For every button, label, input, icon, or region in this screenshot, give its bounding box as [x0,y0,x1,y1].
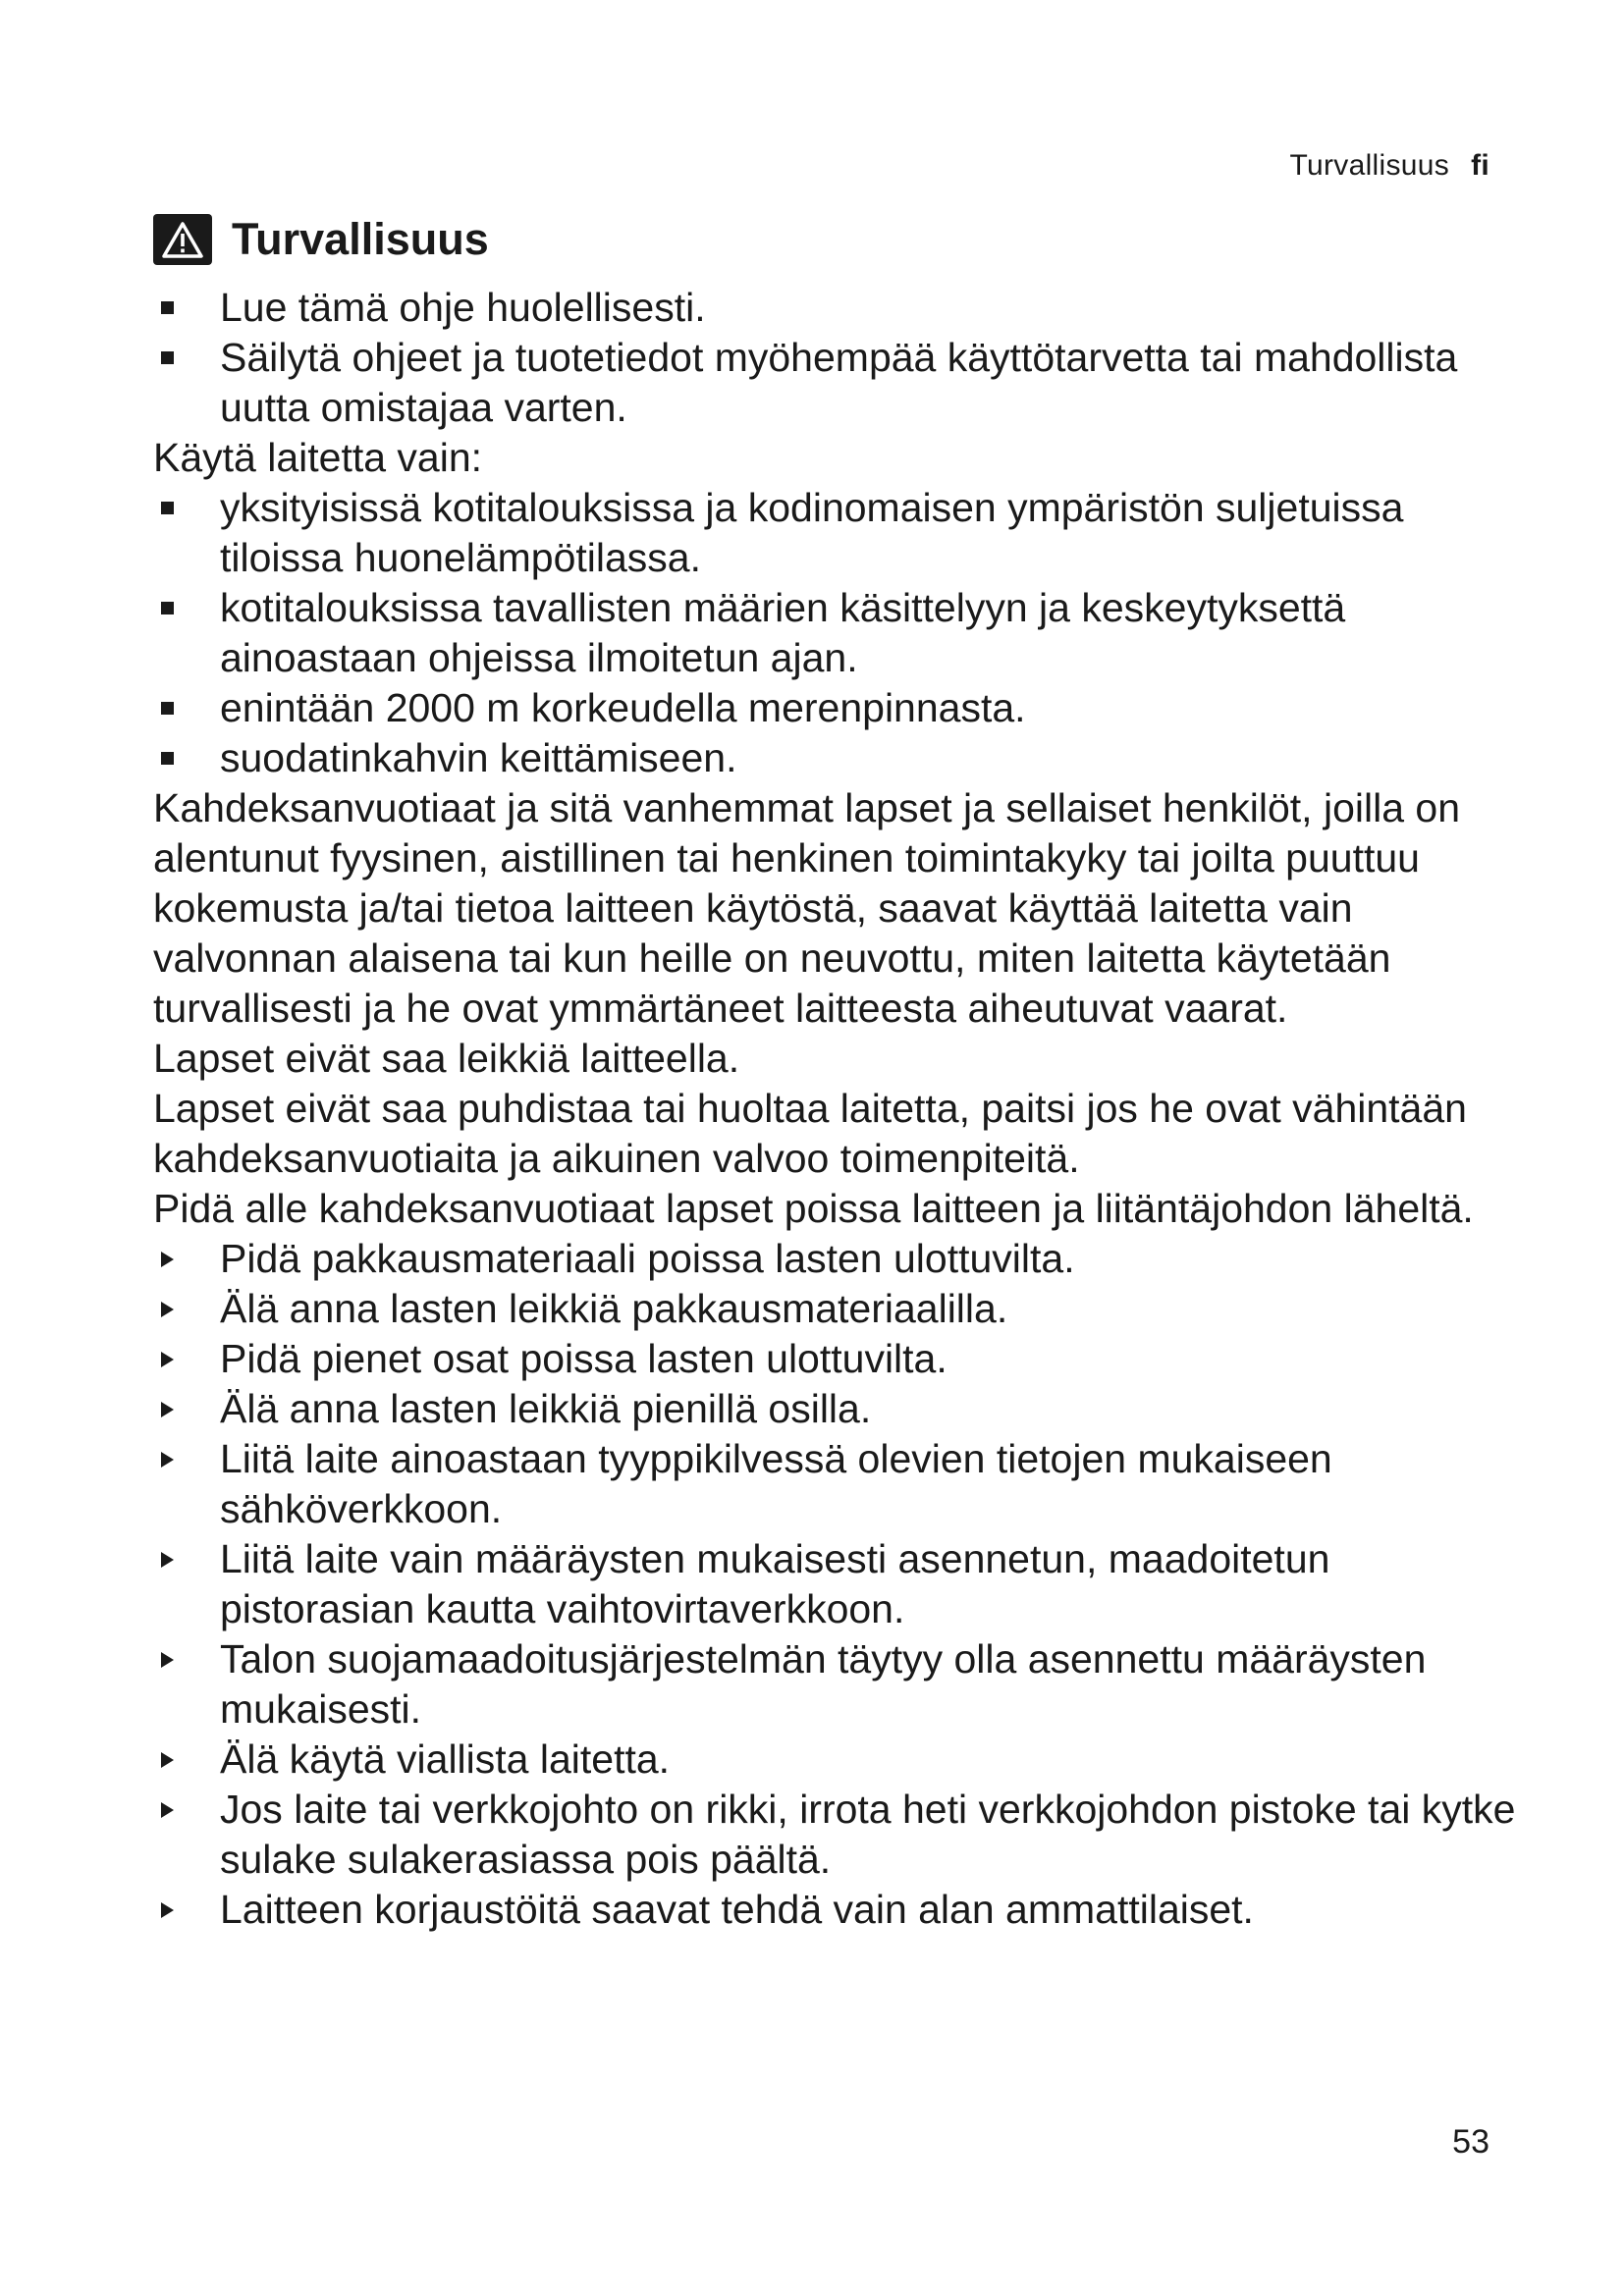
instruction-text: Jos laite tai verkkojohto on rikki, irrota heti verkkojohdon pistoke tai kytke sulake sulakerasiassa pois päältä. [220,1787,1516,1882]
instruction-text: Laitteen korjaustöitä saavat tehdä vain alan ammattilaiset. [220,1887,1254,1932]
intro-bullet [153,283,1528,333]
instruction-item [153,1284,1528,1334]
square-bullet-icon [161,483,196,533]
usage-bullet [153,683,1528,733]
usage-bullet [153,583,1528,683]
square-bullet-icon [161,333,196,383]
warning-icon [153,214,212,265]
arrow-bullet-icon [161,1284,196,1334]
instruction-item [153,1334,1528,1384]
usage-bullet-text: suodatinkahvin keittämiseen. [220,735,737,780]
arrow-bullet-icon [161,1735,196,1785]
body-paragraph: Lapset eivät saa puhdistaa tai huoltaa laitetta, paitsi jos he ovat vähintään kahdeksanvuotiaita ja aikuinen valvoo toimenpiteitä. [153,1086,1467,1181]
instruction-item [153,1785,1528,1885]
instruction-item [153,1434,1528,1534]
arrow-bullet-icon [161,1234,196,1284]
square-bullet-icon [161,733,196,783]
square-bullet-icon [161,283,196,333]
body-paragraph: Pidä alle kahdeksanvuotiaat lapset poissa laitteen ja liitäntäjohdon läheltä. [153,1186,1474,1231]
instruction-text: Liitä laite vain määräysten mukaisesti asennetun, maadoitetun pistorasian kautta vaihtovirtaverkkoon. [220,1536,1330,1631]
section-heading [153,214,489,265]
instruction-text: Talon suojamaadoitusjärjestelmän täytyy olla asennettu määräysten mukaisesti. [220,1636,1427,1732]
usage-bullet-text: kotitalouksissa tavallisten määrien käsittelyyn ja keskeytyksettä ainoastaan ohjeissa ilmoitetun ajan. [220,585,1346,680]
page-title: Turvallisuus [232,214,489,264]
arrow-bullet-icon [161,1634,196,1684]
arrow-bullet-icon [161,1534,196,1584]
usage-bullet [153,483,1528,583]
usage-bullet-text: enintään 2000 m korkeudella merenpinnasta. [220,685,1026,730]
instruction-item [153,1634,1528,1735]
usage-heading: Käytä laitetta vain: [153,435,483,480]
running-head-language: fi [1471,149,1489,182]
intro-bullet-text: Lue tämä ohje huolellisesti. [220,285,706,330]
instruction-item [153,1384,1528,1434]
arrow-bullet-icon [161,1434,196,1484]
instruction-text: Älä anna lasten leikkiä pienillä osilla. [220,1386,872,1431]
square-bullet-icon [161,683,196,733]
square-bullet-icon [161,583,196,633]
page-content [153,283,1528,1935]
instruction-item [153,1234,1528,1284]
instruction-item [153,1534,1528,1634]
body-paragraph: Kahdeksanvuotiaat ja sitä vanhemmat lapset ja sellaiset henkilöt, joilla on alentunut fyysinen, aistillinen tai henkinen toimintakyky tai joilta puuttuu kokemusta ja/tai tietoa laitteen käytöstä, saavat käyttää laitetta vain valvonnan alaisena tai kun heille on neuvottu, miten laitetta käytetään turvallisesti ja he ovat ymmärtäneet laitteesta aiheutuvat vaarat. [153,785,1460,1031]
usage-bullet-text: yksityisissä kotitalouksissa ja kodinomaisen ympäristön suljetuissa tiloissa huonelämpötilassa. [220,485,1404,580]
instruction-text: Pidä pakkausmateriaali poissa lasten ulottuvilta. [220,1236,1075,1281]
usage-bullet [153,733,1528,783]
arrow-bullet-icon [161,1334,196,1384]
instruction-item [153,1735,1528,1785]
instruction-text: Älä käytä viallista laitetta. [220,1736,671,1782]
page-number: 53 [1452,2123,1489,2161]
instruction-text: Pidä pienet osat poissa lasten ulottuvilta. [220,1336,947,1381]
instruction-text: Älä anna lasten leikkiä pakkausmateriaalilla. [220,1286,1008,1331]
arrow-bullet-icon [161,1885,196,1935]
arrow-bullet-icon [161,1384,196,1434]
body-paragraph: Lapset eivät saa leikkiä laitteella. [153,1036,740,1081]
intro-bullet [153,333,1528,433]
intro-bullet-text: Säilytä ohjeet ja tuotetiedot myöhempää käyttötarvetta tai mahdollista uutta omistajaa varten. [220,335,1458,430]
instruction-text: Liitä laite ainoastaan tyyppikilvessä olevien tietojen mukaiseen sähköverkkoon. [220,1436,1332,1531]
instruction-item [153,1885,1528,1935]
running-head-section: Turvallisuus [1289,149,1450,182]
running-head [1290,149,1489,183]
arrow-bullet-icon [161,1785,196,1835]
